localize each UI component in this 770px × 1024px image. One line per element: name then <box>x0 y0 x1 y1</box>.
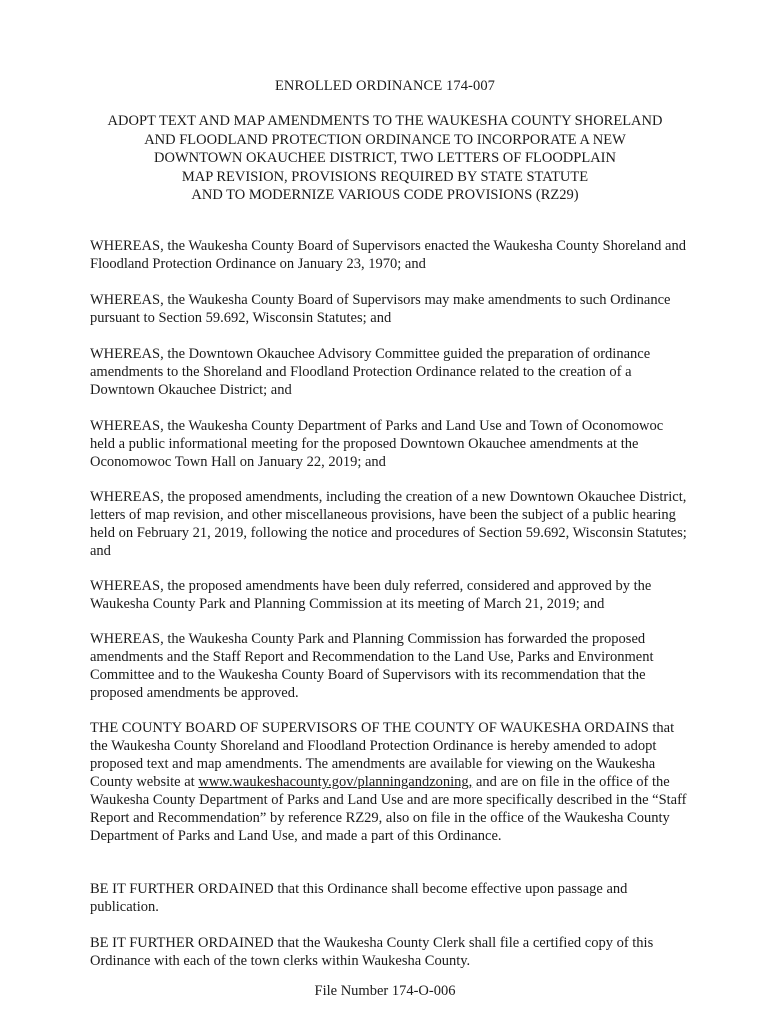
ordains-text-end: and are on file in the office of the Waukesha County Department of Parks and Land Use and are more specifically described in the “Staff Report and Recommendation” by reference RZ29, also on file in the office of the Waukesha County Department of Parks and Land Use, and made a part of this Ordinance. <box>90 774 687 844</box>
whereas-paragraph: WHEREAS, the proposed amendments, including the creation of a new Downtown Okauchee District, letters of map revision, and other miscellaneous provisions, have been the subject of a public hearing held on February 21, 2019, following the notice and procedures of Section 59.692, Wisconsin Statutes; and <box>90 489 687 559</box>
whereas-paragraph: WHEREAS, the proposed amendments have been duly referred, considered and approved by the Waukesha County Park and Planning Commission at its meeting of March 21, 2019; and <box>90 578 652 612</box>
whereas-paragraph: WHEREAS, the Waukesha County Board of Supervisors enacted the Waukesha County Shoreland and Floodland Protection Ordinance on January 23, 1970; and <box>90 238 686 272</box>
planning-zoning-link[interactable]: www.waukeshacounty.gov/planningandzoning, <box>198 774 473 790</box>
subject-line: DOWNTOWN OKAUCHEE DISTRICT, TWO LETTERS OF FLOODPLAIN <box>154 150 616 166</box>
whereas-paragraph: WHEREAS, the Waukesha County Department of Parks and Land Use and Town of Oconomowoc held a public informational meeting for the proposed Downtown Okauchee amendments at the Oconomowoc Town Hall on January 22, 2019; and <box>90 418 664 470</box>
file-number: File Number 174-O-006 <box>314 983 456 999</box>
subject-line: AND FLOODLAND PROTECTION ORDINANCE TO INCORPORATE A NEW <box>144 131 626 148</box>
further-ordained-paragraph: BE IT FURTHER ORDAINED that the Waukesha County Clerk shall file a certified copy of this Ordinance with each of the town clerks within Waukesha County. <box>90 935 654 969</box>
whereas-paragraph: WHEREAS, the Waukesha County Board of Supervisors may make amendments to such Ordinance pursuant to Section 59.692, Wisconsin Statutes; and <box>90 292 671 326</box>
whereas-paragraph: WHEREAS, the Waukesha County Park and Planning Commission has forwarded the proposed amendments and the Staff Report and Recommendation to the Land Use, Parks and Environment Committee and to the Waukesha County Board of Supervisors with its recommendation that the proposed amendments be approved. <box>90 631 654 701</box>
ordains-text-start: THE COUNTY BOARD OF SUPERVISORS OF THE COUNTY OF WAUKESHA ORDAINS that the Waukesha County Shoreland and Floodland Protection Ordinance is hereby amended to adopt proposed text and map amendments. The amendments are available for viewing on the Waukesha County website at <box>90 720 675 790</box>
ordains-paragraph <box>90 719 690 845</box>
ordinance-subject <box>80 112 690 205</box>
whereas-paragraph: WHEREAS, the Downtown Okauchee Advisory Committee guided the preparation of ordinance amendments to the Shoreland and Floodland Protection Ordinance related to the creation of a Downtown Okauchee District; and <box>90 346 651 398</box>
further-ordained-paragraph: BE IT FURTHER ORDAINED that this Ordinance shall become effective upon passage and publication. <box>90 881 628 915</box>
document-title: ENROLLED ORDINANCE 174-007 <box>274 78 496 94</box>
subject-line: AND TO MODERNIZE VARIOUS CODE PROVISIONS (RZ29) <box>191 187 579 203</box>
subject-line: ADOPT TEXT AND MAP AMENDMENTS TO THE WAUKESHA COUNTY SHORELAND <box>107 113 663 129</box>
subject-line: MAP REVISION, PROVISIONS REQUIRED BY STATE STATUTE <box>181 168 589 185</box>
